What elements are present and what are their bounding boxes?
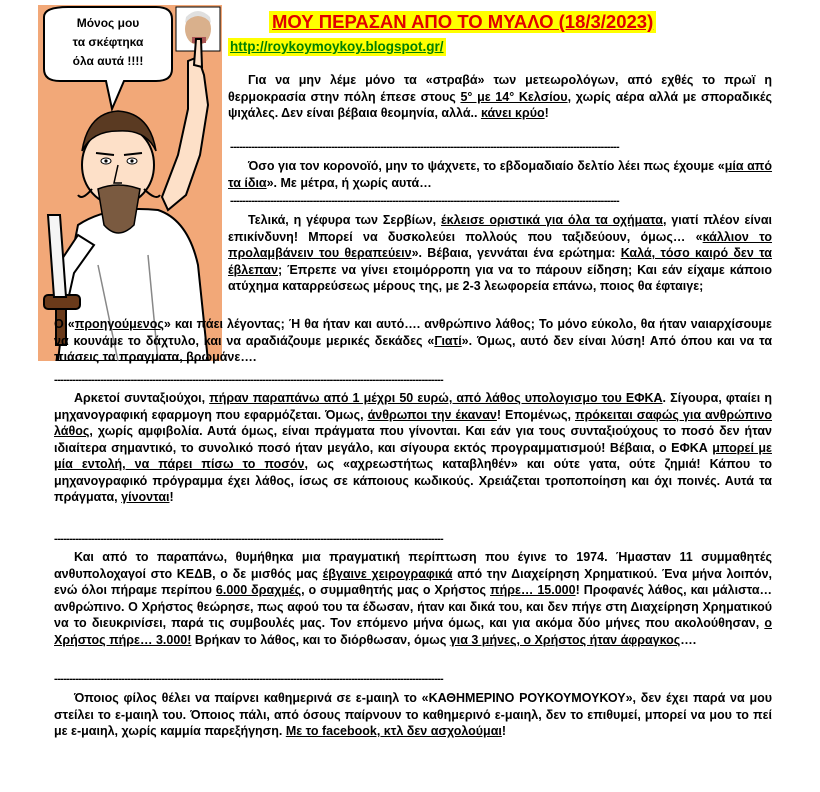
bubble-line-1: Μόνος μου	[76, 16, 140, 30]
separator-3: -------------------------------------------------------------------------------------------------------------------------------	[54, 374, 444, 386]
page-title: ΜΟΥ ΠΕΡΑΣΑΝ ΑΠΟ ΤΟ ΜΥΑΛΟ (18/3/2023)	[269, 11, 656, 33]
paragraph-bridge-wide: Ο «προηγούμενος» και πάει λέγοντας; Ή θα ήταν και αυτό…. ανθρώπινο λάθος; Το μόνο εύκολο, θα ήταν ναιαρχίσουμε να κουνάμε το δάχτυλο, και να αραδιάζουμε μερικές δεκάδες «Γιατί». Όμως, αυτό δεν είναι λύση! Από όπου και να τα πιάσεις τα πραγματα, βρωμάνε….	[54, 317, 773, 364]
paragraph-1974-story: Και από το παραπάνω, θυμήθηκα μια πραγματική περίπτωση που έγινε το 1974. Ήμασταν 11 συμμαθητές ανθυπολοχαγοί στο ΚΕΔΒ, ο δε μισθός μας έβγαινε χειρογραφικά από την Διαχείρηση Χρηματικού. Ένα μήνα λοιπόν, ενώ όλοι πήραμε περίπου 6.000 δραχμές, ο συμμαθητής μας ο Χρήστος πήρε… 15.000! Προφανές λάθος, και μάλιστα… ανθρώπινο. Ο Χρήστος θεώρησε, πως αφού του τα έδωσαν, ήταν και δικά του, και δεν πήγε στη Διαχείρηση Χρηματικού να το διευκρινίσει, παρά τις συμβουλές μας. Τον επόμενο μήνα όμως, και για ακόμα δύο μήνες που ακολούθησαν, ο Χρήστος πήρε… 3.000! Βρήκαν το λάθος, και το διόρθωσαν, όμως για 3 μήνες, ο Χρήστος ήταν άφραγκος….	[54, 550, 773, 647]
paragraph-bridge-narrow: Τελικά, η γέφυρα των Σερβίων, έκλεισε οριστικά για όλα τα οχήματα, γιατί πλέον είναι επικίνδυνη! Μπορεί να δυσκολεύει πολλούς που ταξιδεύουν, όμως… «κάλλιον το προλαμβάνειν του θεραπεύειν». Βέβαια, γεννάται ένα ερώτημα: Καλά, τόσο καιρό δεν τα έβλεπαν; Έπρεπε να γίνει ετοιμόρροπη για να το πάρουν είδηση; Και εάν είχαμε κάποιο ατύχημα καταρρεύσεως μέρους της, με 2-3 λεωφορεία επάνω, ποιος θα έφταιγε;	[228, 213, 772, 293]
paragraph-weather: Για να μην λέμε μόνο τα «στραβά» των μετεωρολόγων, από εχθές το πρωϊ η θερμοκρασία στην πόλη έπεσε στους 5° με 14° Κελσίου, χωρίς αέρα αλλά με σποραδικές ψιχάλες. Δεν είναι βέβαια θεομηνία, αλλά.. κάνει κρύο!	[228, 73, 773, 120]
paragraph-newsletter: Όποιος φίλος θέλει να παίρνει καθημερινά σε ε-μαιηλ το «ΚΑΘΗΜΕΡΙΝΟ ΡΟΥΚΟΥΜΟΥΚΟΥ», δεν έχει παρά να μου στείλει το ε-μαιηλ του. Όποιος πάλι, από όσους παίρνουν το καθημερινό ε-μαιηλ, δεν το επιθυμεί, μπορεί να μου το πεί με ε-μαιηλ, χωρίς καμμία παρεξήγηση. Με το facebook, κτλ δεν ασχολούμαι!	[54, 691, 772, 738]
don-quixote-cartoon	[38, 5, 222, 361]
paragraph-pensioners: Αρκετοί συνταξιούχοι, πήραν παραπάνω από 1 μέχρι 50 ευρώ, από λάθος υπολογισμο του ΕΦΚΑ. Σίγουρα, φταίει η μηχανογραφική εφαρμογη που εφαρμόζεται. Όμως, άνθρωποι την έκαναν! Επομένως, πρόκειται σαφώς για ανθρώπινο λάθος, χωρίς αμφιβολία. Αυτά όμως, είναι πράγματα που γίνονται. Και εάν για τους συνταξιούχους το ποσό δεν ήταν ιδιαίτερα σημαντικό, το συνολικό ποσό ήταν μεγάλο, και σίγουρα εκτός προγραμματισμού! Βέβαια, ο ΕΦΚΑ μπορεί με μία εντολή, να πάρει πίσω το ποσόν, ως «αχρεωστήτως καταβληθέν» και ούτε γατα, ούτε ζημιά! Κάπου το μηχανογραφικό πρόγραμμα έχει λάθος, ίσως σε κάποιους κωδικούς. Χρειάζεται τροποποίηση και όχι ποινές. Αυτά τα πράγματα, γίνονται!	[54, 391, 773, 504]
paragraph-covid: Όσο για τον κορονοϊό, μην το ψάχνετε, το εβδομαδιαίο δελτίο λέει πως έχουμε «μία από τα ίδια». Με μέτρα, ή χωρίς αυτά…	[228, 159, 773, 190]
bubble-line-2: τα σκέφτηκα	[72, 35, 144, 49]
bubble-line-3: όλα αυτά !!!!	[72, 54, 144, 68]
separator-1: -------------------------------------------------------------------------------------------------------------------------------	[230, 141, 620, 153]
cartoon-illustration	[38, 5, 222, 361]
separator-4: -------------------------------------------------------------------------------------------------------------------------------	[54, 533, 444, 545]
blog-url-link[interactable]: http://roykoymoykoy.blogspot.gr/	[230, 39, 444, 54]
separator-5: -------------------------------------------------------------------------------------------------------------------------------	[54, 673, 444, 685]
separator-2: -------------------------------------------------------------------------------------------------------------------------------	[230, 195, 620, 207]
